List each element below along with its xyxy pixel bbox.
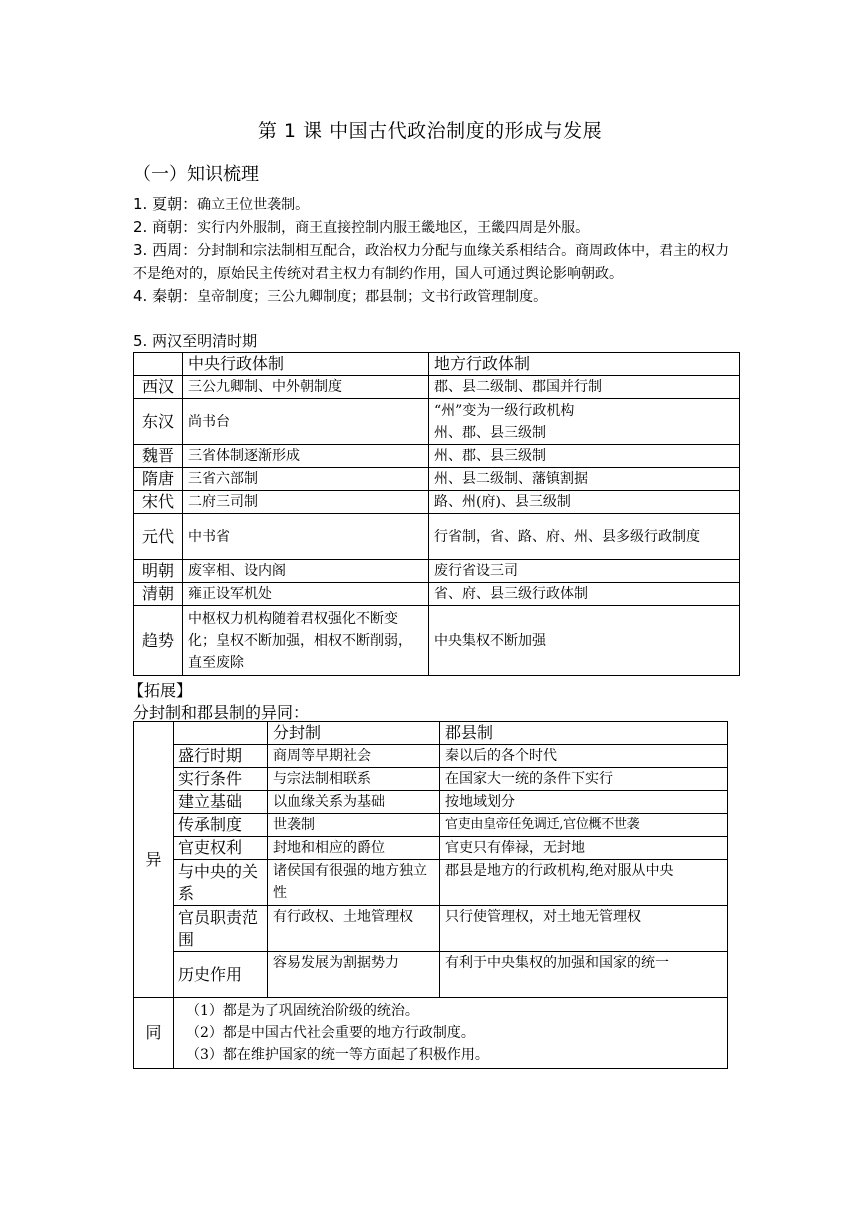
section-heading: （一）知识梳理 [133, 164, 259, 185]
local-system: 州、郡、县三级制 [429, 445, 740, 468]
local-system: 行省制，省、路、府、州、县多级行政制度 [429, 514, 740, 560]
table-row [134, 745, 728, 768]
table-row [134, 583, 740, 606]
central-system: 三公九卿制、中外朝制度 [183, 376, 429, 399]
table-row [134, 768, 728, 791]
fengjian-cell: 有行政权、土地管理权 [268, 906, 440, 952]
dynasty-name: 明朝 [134, 560, 183, 583]
table-header-row [134, 722, 728, 745]
fengjian-cell: 世袭制 [268, 814, 440, 837]
fengjian-cell: 与宗法制相联系 [268, 768, 440, 791]
item-text: 实行内外服制，商王直接控制内服王畿地区，王畿四周是外服。 [197, 220, 590, 236]
junxian-cell: 有利于中央集权的加强和国家的统一 [440, 952, 728, 998]
dynasty-name: 清朝 [134, 583, 183, 606]
list-item [133, 216, 733, 239]
table-row [134, 998, 728, 1069]
central-system: 中枢权力机构随着君权强化不断变化；皇权不断加强，相权不断削弱，直至废除 [183, 606, 429, 676]
table-row [134, 906, 728, 952]
item-label: 3. 西周： [133, 241, 198, 259]
diff-label: 异 [134, 722, 174, 998]
dynasty-name: 趋势 [134, 606, 183, 676]
aspect-label: 与中央的关系 [174, 860, 268, 906]
table-row [134, 791, 728, 814]
list-item [133, 239, 733, 285]
table-header-row [134, 353, 740, 376]
local-system: 省、府、县三级行政体制 [429, 583, 740, 606]
local-system: “州”变为一级行政机构 州、郡、县三级制 [429, 399, 740, 445]
fengjian-cell: 诸侯国有很强的地方独立性 [268, 860, 440, 906]
junxian-cell: 按地域划分 [440, 791, 728, 814]
junxian-cell: 官吏只有俸禄，无封地 [440, 837, 728, 860]
table-row [134, 445, 740, 468]
subsection-heading: 5. 两汉至明清时期 [133, 332, 258, 350]
table-header-cell [134, 353, 183, 376]
dynasty-name: 宋代 [134, 491, 183, 514]
aspect-label: 建立基础 [174, 791, 268, 814]
aspect-label: 历史作用 [174, 952, 268, 998]
fengjian-cell: 容易发展为割据势力 [268, 952, 440, 998]
table-row [134, 814, 728, 837]
central-system: 三省体制逐渐形成 [183, 445, 429, 468]
item-label: 4. 秦朝： [133, 287, 198, 305]
item-label: 1. 夏朝： [133, 195, 198, 213]
knowledge-list [133, 193, 733, 308]
table-header-cell: 郡县制 [440, 722, 728, 745]
aspect-label: 传承制度 [174, 814, 268, 837]
table-header-cell: 地方行政体制 [429, 353, 740, 376]
dynasty-name: 东汉 [134, 399, 183, 445]
aspect-label: 实行条件 [174, 768, 268, 791]
table-row [134, 376, 740, 399]
local-system: 中央集权不断加强 [429, 606, 740, 676]
aspect-label: 官员职责范围 [174, 906, 268, 952]
table-row [134, 560, 740, 583]
table-row [134, 468, 740, 491]
junxian-cell: 秦以后的各个时代 [440, 745, 728, 768]
table-header-cell [174, 722, 268, 745]
item-text: 确立王位世袭制。 [197, 197, 310, 213]
aspect-label: 官吏权利 [174, 837, 268, 860]
table-row [134, 952, 728, 998]
item-text: 皇帝制度；三公九卿制度；郡县制；文书行政管理制度。 [197, 289, 548, 305]
same-point: （3）都在维护国家的统一等方面起了积极作用。 [186, 1047, 489, 1063]
item-label: 2. 商朝： [133, 218, 198, 236]
central-system: 中书省 [183, 514, 429, 560]
table-row [134, 860, 728, 906]
central-system: 三省六部制 [183, 468, 429, 491]
dynasty-name: 元代 [134, 514, 183, 560]
same-points [174, 998, 728, 1069]
junxian-cell: 在国家大一统的条件下实行 [440, 768, 728, 791]
list-item [133, 285, 733, 308]
central-system: 二府三司制 [183, 491, 429, 514]
dynasty-name: 西汉 [134, 376, 183, 399]
junxian-cell: 郡县是地方的行政机构,绝对服从中央 [440, 860, 728, 906]
extension-subtitle: 分封制和郡县制的异同： [133, 703, 310, 722]
page-title: 第 1 课 中国古代政治制度的形成与发展 [257, 120, 603, 142]
extension-heading: 【拓展】 [128, 681, 193, 700]
central-system: 废宰相、设内阁 [183, 560, 429, 583]
item-text: 分封制和宗法制相互配合，政治权力分配与血缘关系相结合。商周政体中，君主的权力不是绝对的，原始民主传统对君主权力有制约作用，国人可通过舆论影响朝政。 [133, 243, 730, 282]
central-system: 尚书台 [183, 399, 429, 445]
junxian-cell: 官吏由皇帝任免调迁,官位概不世袭 [440, 814, 728, 837]
same-label: 同 [134, 998, 174, 1069]
same-point: （1）都是为了巩固统治阶级的统治。 [186, 1003, 419, 1019]
local-system: 州、县二级制、藩镇割据 [429, 468, 740, 491]
junxian-cell: 只行使管理权，对土地无管理权 [440, 906, 728, 952]
central-system: 雍正设军机处 [183, 583, 429, 606]
table-row [134, 514, 740, 560]
dynasty-table [133, 352, 740, 676]
fengjian-cell: 商周等早期社会 [268, 745, 440, 768]
fengjian-cell: 以血缘关系为基础 [268, 791, 440, 814]
table-row [134, 837, 728, 860]
local-system: 路、州(府)、县三级制 [429, 491, 740, 514]
same-point: （2）都是中国古代社会重要的地方行政制度。 [186, 1025, 475, 1041]
table-header-cell: 分封制 [268, 722, 440, 745]
aspect-label: 盛行时期 [174, 745, 268, 768]
table-row [134, 399, 740, 445]
list-item [133, 193, 733, 216]
table-row [134, 491, 740, 514]
table-row [134, 606, 740, 676]
dynasty-name: 魏晋 [134, 445, 183, 468]
comparison-table [133, 721, 728, 1069]
local-system: 废行省设三司 [429, 560, 740, 583]
table-header-cell: 中央行政体制 [183, 353, 429, 376]
local-system: 郡、县二级制、郡国并行制 [429, 376, 740, 399]
fengjian-cell: 封地和相应的爵位 [268, 837, 440, 860]
dynasty-name: 隋唐 [134, 468, 183, 491]
